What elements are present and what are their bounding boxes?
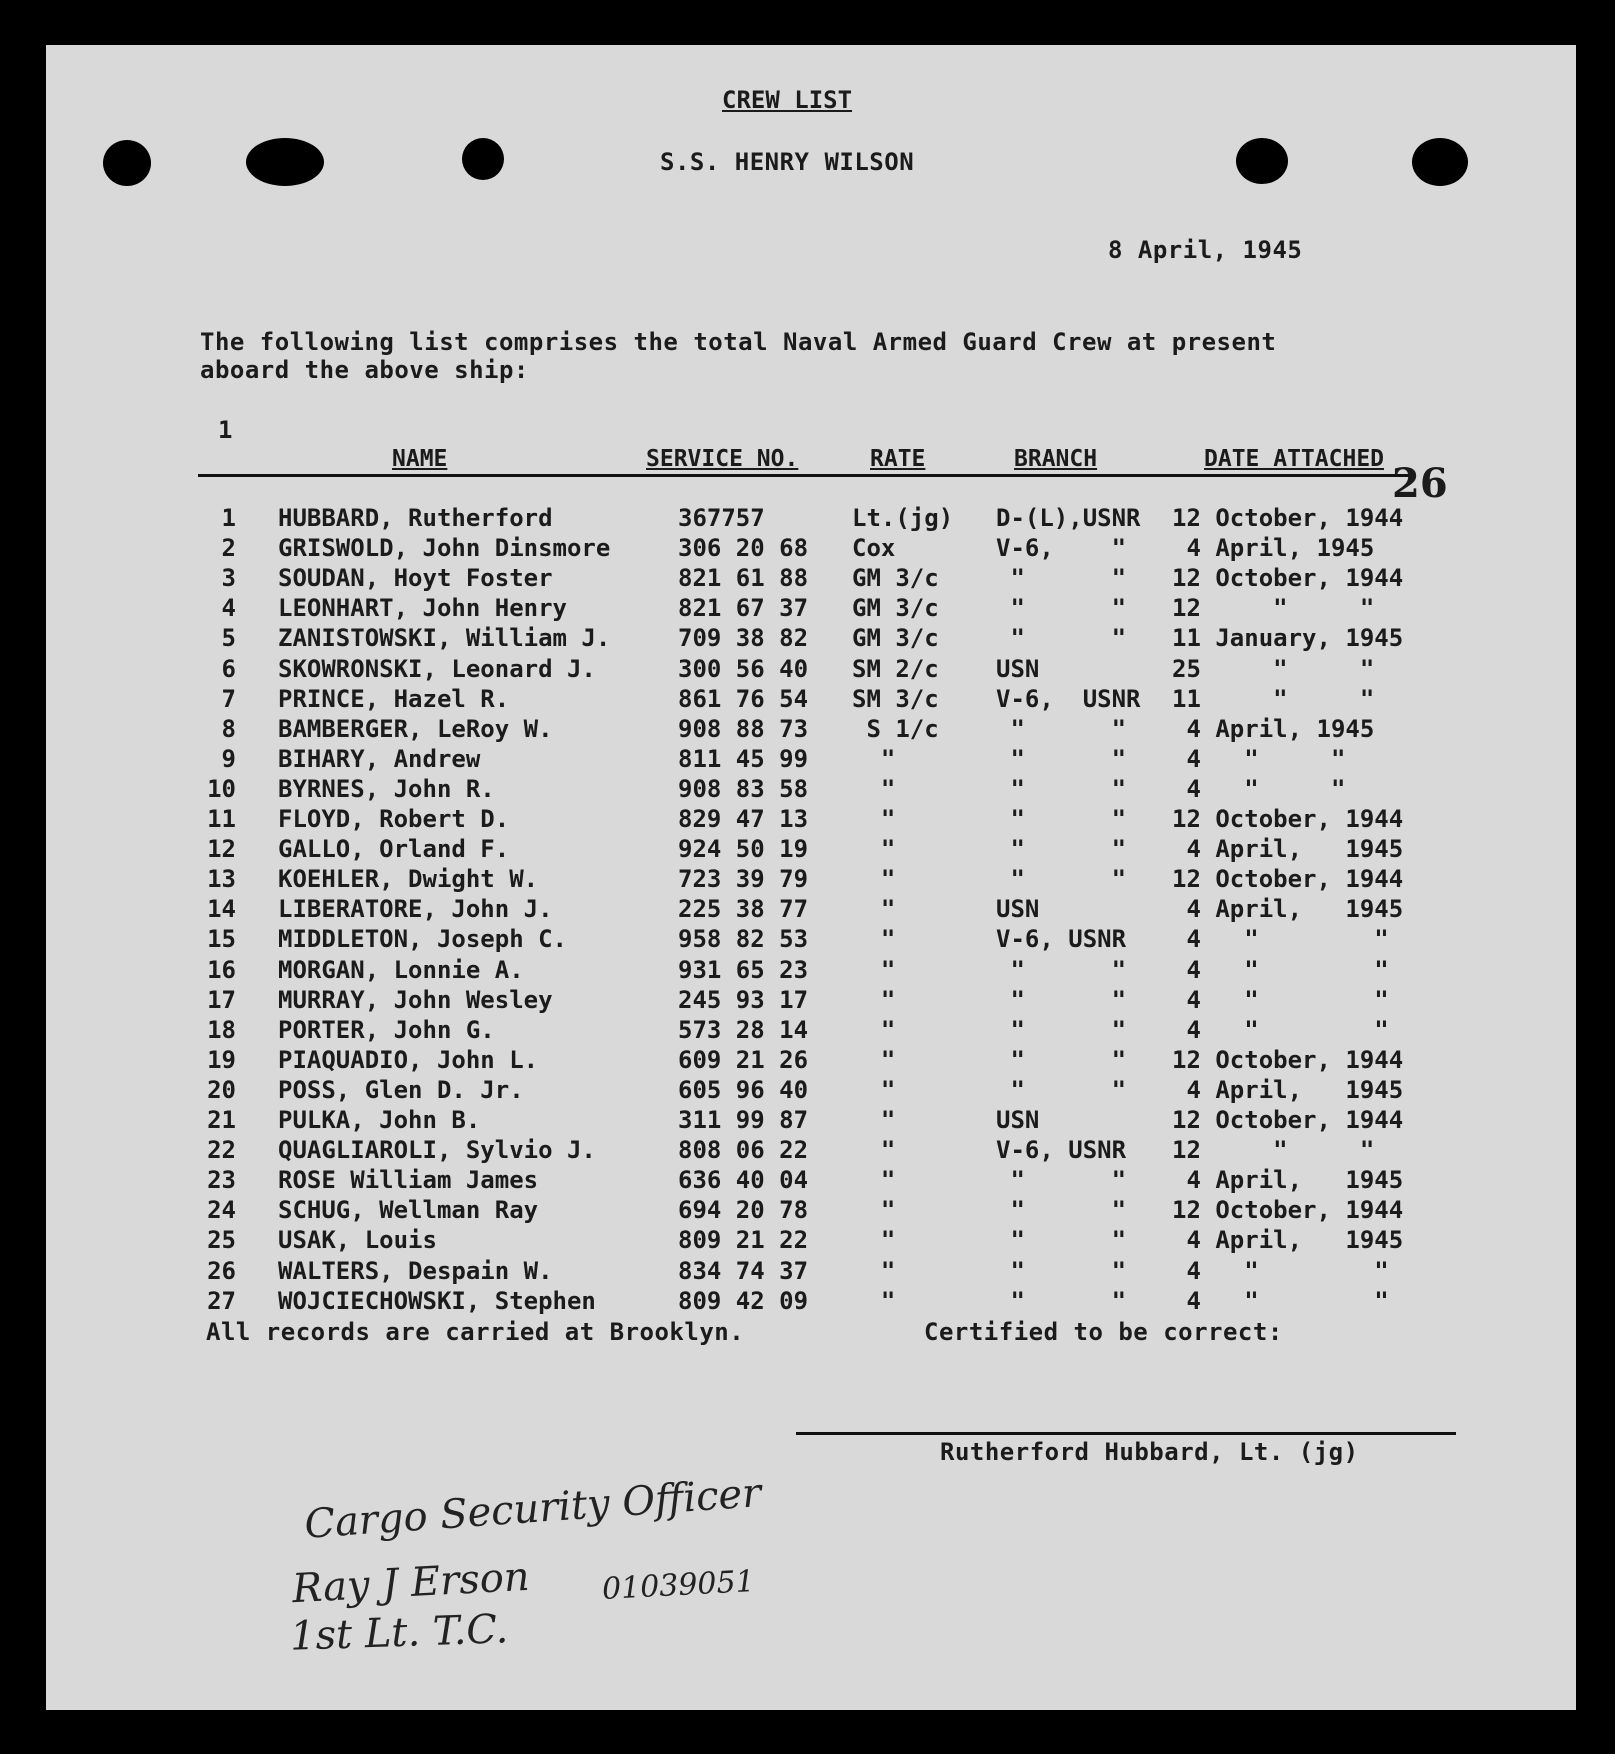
crew-name: WALTERS, Despain W. [278, 1256, 553, 1285]
table-row [0, 986, 1615, 1016]
table-row [0, 715, 1615, 745]
row-number: 4 [221, 594, 236, 623]
table-row [0, 745, 1615, 775]
crew-rate: SM 3/c [852, 684, 939, 713]
service-number: 924 50 19 [678, 835, 809, 864]
service-number: 367757 [678, 504, 765, 532]
table-row [0, 895, 1615, 925]
records-note: All records are carried at Brooklyn. [206, 1318, 745, 1346]
row-number: 25 [207, 1226, 236, 1255]
sheet-number: 1 [218, 416, 233, 444]
crew-name: MURRAY, John Wesley [278, 985, 553, 1014]
signatory-name: Rutherford Hubbard, Lt. (jg) [940, 1438, 1359, 1466]
column-header-name: NAME [392, 446, 448, 472]
table-row [0, 1046, 1615, 1076]
service-number: 811 45 99 [678, 744, 809, 773]
table-row [0, 1016, 1615, 1046]
crew-branch: " " [996, 835, 1127, 864]
service-number: 834 74 37 [678, 1256, 809, 1285]
crew-rate: " [852, 1256, 896, 1285]
table-row [0, 1166, 1615, 1196]
date-attached: 4 " " [1172, 955, 1389, 984]
table-row [0, 1136, 1615, 1166]
crew-rate: " [852, 925, 896, 954]
row-number: 18 [207, 1015, 236, 1044]
crew-name: GRISWOLD, John Dinsmore [278, 534, 611, 563]
service-number: 808 06 22 [678, 1136, 809, 1165]
row-number: 19 [207, 1045, 236, 1074]
date-attached: 12 October, 1944 [1172, 865, 1404, 894]
crew-name: SKOWRONSKI, Leonard J. [278, 654, 596, 683]
crew-rate: Cox [852, 534, 896, 563]
crew-branch: " " [996, 564, 1127, 593]
punch-hole [462, 138, 504, 180]
row-number: 12 [207, 835, 236, 864]
crew-branch: " " [996, 1075, 1127, 1104]
row-number: 9 [221, 744, 236, 773]
crew-rate: " [852, 1045, 896, 1074]
crew-name: MORGAN, Lonnie A. [278, 955, 524, 984]
row-number: 13 [207, 865, 236, 894]
crew-rate: S 1/c [852, 714, 939, 743]
crew-branch: " " [996, 1286, 1127, 1315]
service-number: 709 38 82 [678, 624, 809, 653]
crew-rate: " [852, 1226, 896, 1255]
service-number: 694 20 78 [678, 1196, 809, 1225]
crew-name: BAMBERGER, LeRoy W. [278, 714, 553, 743]
certification-text: Certified to be correct: [924, 1318, 1283, 1346]
date-attached: 4 April, 1945 [1172, 1166, 1404, 1195]
service-number: 300 56 40 [678, 654, 809, 683]
table-row [0, 685, 1615, 715]
row-number: 3 [221, 564, 236, 593]
table-row [0, 925, 1615, 955]
crew-branch: USN [996, 654, 1040, 683]
service-number: 809 42 09 [678, 1286, 809, 1315]
handwritten-serial-number: 01039051 [601, 1564, 756, 1607]
service-number: 821 67 37 [678, 594, 809, 623]
date-attached: 4 " " [1172, 744, 1346, 773]
handwritten-title: Cargo Security Officer [302, 1470, 763, 1548]
row-number: 27 [207, 1286, 236, 1315]
crew-name: PORTER, John G. [278, 1015, 495, 1044]
handwritten-signature: Ray J Erson [290, 1553, 531, 1613]
date-attached: 12 October, 1944 [1172, 564, 1404, 593]
date-attached: 4 " " [1172, 925, 1389, 954]
row-number: 16 [207, 955, 236, 984]
crew-name: GALLO, Orland F. [278, 835, 510, 864]
table-row [0, 1076, 1615, 1106]
service-number: 861 76 54 [678, 684, 809, 713]
table-row [0, 805, 1615, 835]
crew-rate: " [852, 955, 896, 984]
row-number: 17 [207, 985, 236, 1014]
crew-rate: " [852, 1136, 896, 1165]
service-number: 931 65 23 [678, 955, 809, 984]
punch-hole [1236, 138, 1288, 184]
date-attached: 25 " " [1172, 654, 1375, 683]
table-row [0, 624, 1615, 654]
row-number: 15 [207, 925, 236, 954]
crew-name: SOUDAN, Hoyt Foster [278, 564, 553, 593]
date-attached: 12 October, 1944 [1172, 805, 1404, 833]
crew-name: WOJCIECHOWSKI, Stephen [278, 1286, 596, 1315]
table-row [0, 1196, 1615, 1226]
crew-branch: " " [996, 1045, 1127, 1074]
crew-rate: " [852, 835, 896, 864]
signature-line [796, 1432, 1456, 1435]
crew-branch: " " [996, 714, 1127, 743]
table-row [0, 655, 1615, 685]
crew-name: POSS, Glen D. Jr. [278, 1075, 524, 1104]
date-attached: 4 April, 1945 [1172, 534, 1375, 563]
crew-rate: GM 3/c [852, 624, 939, 653]
date-attached: 4 April, 1945 [1172, 1075, 1404, 1104]
table-row [0, 504, 1615, 534]
table-row [0, 1287, 1615, 1317]
date-attached: 4 " " [1172, 774, 1346, 803]
punch-hole [246, 138, 324, 186]
crew-branch: " " [996, 1166, 1127, 1195]
table-row [0, 1257, 1615, 1287]
crew-branch: " " [996, 1256, 1127, 1285]
crew-name: USAK, Louis [278, 1226, 437, 1255]
crew-name: LIBERATORE, John J. [278, 895, 553, 924]
table-row [0, 1226, 1615, 1256]
date-attached: 4 April, 1945 [1172, 895, 1404, 924]
crew-rate: SM 2/c [852, 654, 939, 683]
crew-branch: " " [996, 955, 1127, 984]
date-attached: 12 October, 1944 [1172, 1045, 1404, 1074]
service-number: 958 82 53 [678, 925, 809, 954]
crew-branch: " " [996, 805, 1127, 833]
column-header-branch: BRANCH [1014, 446, 1098, 472]
table-row [0, 534, 1615, 564]
date-attached: 12 " " [1172, 1136, 1375, 1165]
row-number: 14 [207, 895, 236, 924]
column-header-service-no: SERVICE NO. [646, 446, 799, 472]
crew-name: FLOYD, Robert D. [278, 805, 510, 833]
date-attached: 4 " " [1172, 1015, 1389, 1044]
date-attached: 4 April, 1945 [1172, 835, 1404, 864]
row-number: 23 [207, 1166, 236, 1195]
row-number: 21 [207, 1106, 236, 1134]
crew-branch: V-6, USNR [996, 684, 1141, 713]
service-number: 723 39 79 [678, 865, 809, 894]
crew-name: QUAGLIAROLI, Sylvio J. [278, 1136, 596, 1165]
crew-branch: V-6, USNR [996, 925, 1127, 954]
crew-rate: " [852, 865, 896, 894]
date-attached: 4 " " [1172, 1286, 1389, 1315]
crew-rate: " [852, 1286, 896, 1315]
crew-name: MIDDLETON, Joseph C. [278, 925, 567, 954]
service-number: 306 20 68 [678, 534, 809, 563]
row-number: 2 [221, 534, 236, 563]
service-number: 609 21 26 [678, 1045, 809, 1074]
crew-name: PIAQUADIO, John L. [278, 1045, 539, 1074]
crew-rate: GM 3/c [852, 564, 939, 593]
column-header-date-attached: DATE ATTACHED [1204, 446, 1385, 472]
service-number: 821 61 88 [678, 564, 809, 593]
service-number: 225 38 77 [678, 895, 809, 924]
crew-rate: " [852, 1106, 896, 1134]
date-attached: 12 October, 1944 [1172, 1196, 1404, 1225]
crew-rate: " [852, 1015, 896, 1044]
crew-branch: " " [996, 1226, 1127, 1255]
crew-branch: " " [996, 774, 1127, 803]
date-attached: 4 April, 1945 [1172, 714, 1375, 743]
row-number: 20 [207, 1075, 236, 1104]
crew-rate: " [852, 805, 896, 833]
date-attached: 11 " " [1172, 684, 1375, 713]
header-rule [198, 474, 1412, 477]
crew-rate: " [852, 1166, 896, 1195]
crew-rate: Lt.(jg) [852, 504, 954, 532]
crew-branch: " " [996, 744, 1127, 773]
crew-name: HUBBARD, Rutherford [278, 504, 553, 532]
service-number: 809 21 22 [678, 1226, 809, 1255]
table-row [0, 865, 1615, 895]
table-row [0, 1106, 1615, 1136]
crew-branch: " " [996, 594, 1127, 623]
crew-rate: " [852, 895, 896, 924]
crew-rate: GM 3/c [852, 594, 939, 623]
crew-name: LEONHART, John Henry [278, 594, 567, 623]
crew-branch: " " [996, 985, 1127, 1014]
crew-name: BIHARY, Andrew [278, 744, 481, 773]
service-number: 908 83 58 [678, 774, 809, 803]
row-number: 8 [221, 714, 236, 743]
row-number: 1 [221, 504, 236, 532]
date-attached: 12 " " [1172, 594, 1375, 623]
crew-name: PULKA, John B. [278, 1106, 481, 1134]
service-number: 605 96 40 [678, 1075, 809, 1104]
table-row [0, 835, 1615, 865]
table-row [0, 594, 1615, 624]
service-number: 573 28 14 [678, 1015, 809, 1044]
row-number: 5 [221, 624, 236, 653]
crew-branch: " " [996, 1196, 1127, 1225]
crew-name: KOEHLER, Dwight W. [278, 865, 539, 894]
row-number: 11 [207, 805, 236, 833]
crew-branch: V-6, USNR [996, 1136, 1127, 1165]
service-number: 245 93 17 [678, 985, 809, 1014]
handwritten-rank: 1st Lt. T.C. [289, 1606, 509, 1660]
date-attached: 4 " " [1172, 1256, 1389, 1285]
row-number: 6 [221, 654, 236, 683]
intro-text: The following list comprises the total Naval Armed Guard Crew at present [200, 328, 1277, 356]
crew-branch: " " [996, 624, 1127, 653]
crew-branch: V-6, " [996, 534, 1127, 563]
row-number: 26 [207, 1256, 236, 1285]
crew-rate: " [852, 1075, 896, 1104]
date-attached: 12 October, 1944 [1172, 504, 1404, 532]
crew-rate: " [852, 744, 896, 773]
punch-hole [103, 140, 151, 186]
document-title: CREW LIST [722, 86, 853, 114]
service-number: 636 40 04 [678, 1166, 809, 1195]
crew-name: BYRNES, John R. [278, 774, 495, 803]
crew-branch: " " [996, 1015, 1127, 1044]
table-row [0, 956, 1615, 986]
date-attached: 11 January, 1945 [1172, 624, 1404, 653]
punch-hole [1412, 138, 1468, 186]
crew-name: ZANISTOWSKI, William J. [278, 624, 611, 653]
crew-name: PRINCE, Hazel R. [278, 684, 510, 713]
service-number: 829 47 13 [678, 805, 809, 833]
crew-branch: USN [996, 895, 1040, 924]
column-header-rate: RATE [870, 446, 926, 472]
crew-rate: " [852, 774, 896, 803]
crew-branch: D-(L),USNR [996, 504, 1141, 532]
date-attached: 12 October, 1944 [1172, 1106, 1404, 1134]
crew-branch: USN [996, 1106, 1040, 1134]
row-number: 7 [221, 684, 236, 713]
table-row [0, 775, 1615, 805]
row-number: 24 [207, 1196, 236, 1225]
service-number: 311 99 87 [678, 1106, 809, 1134]
intro-text: aboard the above ship: [200, 356, 529, 384]
table-row [0, 564, 1615, 594]
row-number: 10 [207, 774, 236, 803]
date-attached: 4 " " [1172, 985, 1389, 1014]
crew-branch: " " [996, 865, 1127, 894]
service-number: 908 88 73 [678, 714, 809, 743]
crew-name: SCHUG, Wellman Ray [278, 1196, 539, 1225]
row-number: 22 [207, 1136, 236, 1165]
crew-rate: " [852, 1196, 896, 1225]
crew-rate: " [852, 985, 896, 1014]
document-date: 8 April, 1945 [1108, 236, 1303, 264]
ship-name: S.S. HENRY WILSON [660, 148, 915, 176]
crew-name: ROSE William James [278, 1166, 539, 1195]
date-attached: 4 April, 1945 [1172, 1226, 1404, 1255]
page-stamp: 26 [1392, 460, 1448, 507]
